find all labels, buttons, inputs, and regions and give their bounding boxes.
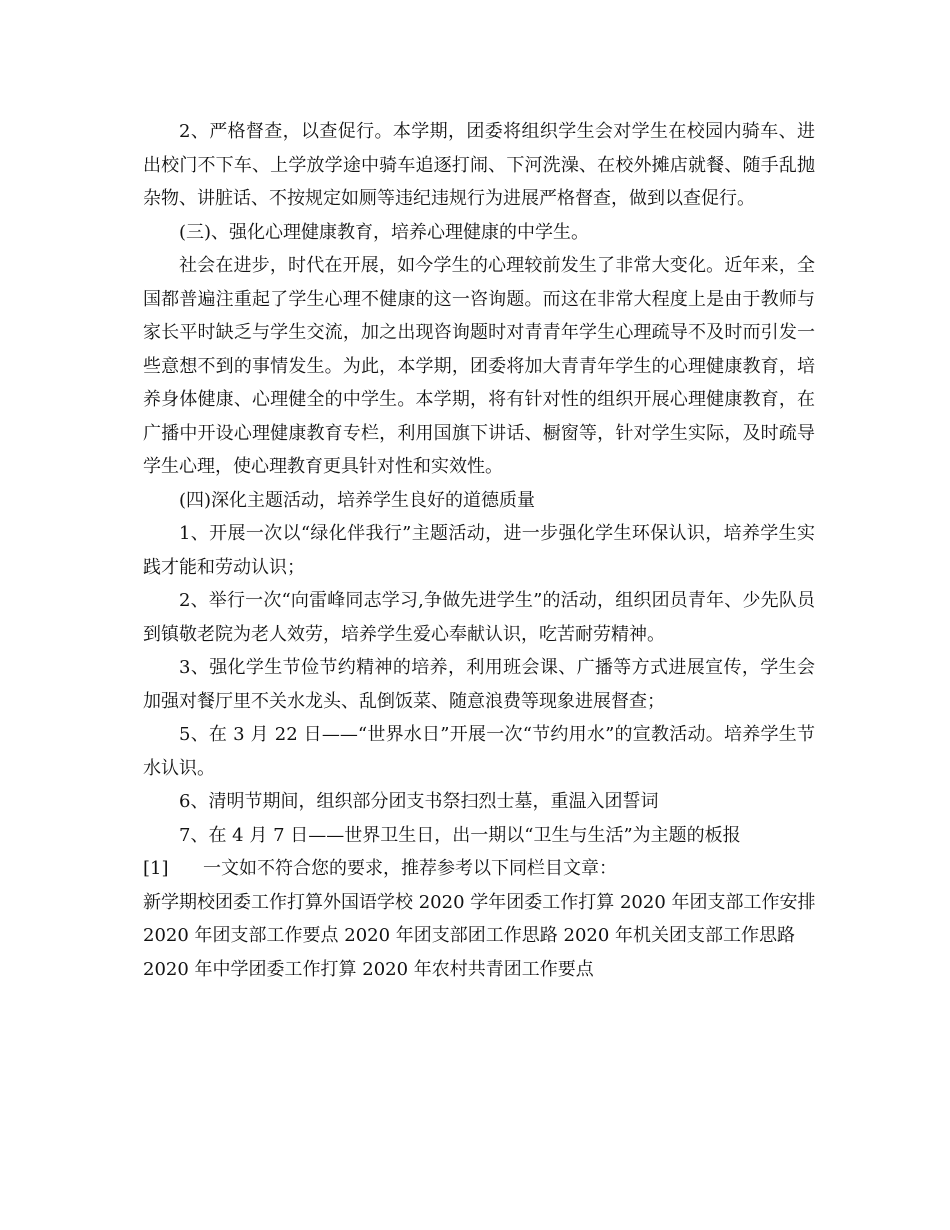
footnote-text: 一文如不符合您的要求，推荐参考以下同栏目文章： bbox=[203, 858, 617, 879]
list-item-qingming: 6、清明节期间，组织部分团支书祭扫烈士墓，重温入团誓词 bbox=[179, 791, 659, 812]
related-articles-line[interactable]: 新学期校团委工作打算外国语学校 2020 学年团委工作打算 2020 年团支部工作安排 bbox=[143, 891, 816, 913]
list-item-frugality: 3、强化学生节俭节约精神的培养，利用班会课、广播等方式进展宣传，学生会加强对餐厅里不关水龙头、乱倒饭菜、随意浪费等现象进展督查； bbox=[143, 657, 815, 712]
heading-theme-activities: (四)深化主题活动，培养学生良好的道德质量 bbox=[179, 489, 536, 511]
document-body bbox=[143, 115, 815, 986]
paragraph-strict-supervision: 2、严格督查，以查促行。本学期，团委将组织学生会对学生在校园内骑车、进出校门不下车、上学放学途中骑车追逐打闹、下河洗澡、在校外摊店就餐、随手乱抛杂物、讲脏话、不按规定如厕等违纪违规行为进展严格督查，做到以查促行。 bbox=[143, 121, 815, 209]
list-item-health-day: 7、在 4 月 7 日——世界卫生日，出一期以“卫生与生活”为主题的板报 bbox=[179, 824, 741, 846]
footnote bbox=[143, 852, 815, 886]
list-item-lei-feng: 2、举行一次“向雷峰同志学习,争做先进学生”的活动，组织团员青年、少先队员到镇敬老院为老人效劳，培养学生爱心奉献认识，吃苦耐劳精神。 bbox=[143, 590, 815, 645]
footnote-mark: [1] bbox=[143, 858, 169, 879]
related-articles bbox=[143, 886, 815, 987]
list-item-greening: 1、开展一次以“绿化伴我行”主题活动，进一步强化学生环保认识，培养学生实践才能和劳动认识； bbox=[143, 523, 815, 578]
heading-mental-health: (三)、强化心理健康教育，培养心理健康的中学生。 bbox=[179, 221, 590, 243]
related-articles-line[interactable]: 2020 年中学团委工作打算 2020 年农村共青团工作要点 bbox=[143, 958, 594, 980]
list-item-water-day: 5、在 3 月 22 日——“世界水日”开展一次“节约用水”的宣教活动。培养学生节水认识。 bbox=[143, 724, 815, 779]
related-articles-line[interactable]: 2020 年团支部工作要点 2020 年团支部团工作思路 2020 年机关团支部工作思路 bbox=[143, 925, 796, 946]
paragraph-mental-health: 社会在进步，时代在开展，如今学生的心理较前发生了非常大变化。近年来，全国都普遍注重起了学生心理不健康的这一咨询题。而这在非常大程度上是由于教师与家长平时缺乏与学生交流，加之出现咨询题时对青青年学生心理疏导不及时而引发一些意想不到的事情发生。为此，本学期，团委将加大青青年学生的心理健康教育，培养身体健康、心理健全的中学生。本学期，将有针对性的组织开展心理健康教育，在广播中开设心理健康教育专栏，利用国旗下讲话、橱窗等，针对学生实际，及时疏导学生心理，使心理教育更具针对性和实效性。 bbox=[143, 255, 815, 477]
